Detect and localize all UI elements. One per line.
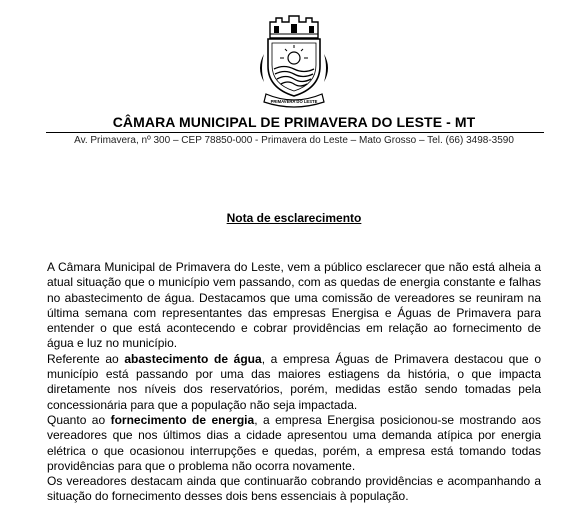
paragraph-energy-keyword: fornecimento de energia xyxy=(110,412,255,427)
paragraph-energy xyxy=(47,413,541,474)
paragraph-water-lead: Referente ao xyxy=(47,351,125,366)
paragraph-water-rest: , a empresa Águas de Primavera destacou que o município está passando por uma das maiores estiagens da história, o que impacta diretamente nos níveis dos reservatórios, porém, medidas estão sendo tomadas pela concessionária para que a população não seja impactada. xyxy=(47,351,541,412)
document-body xyxy=(47,260,541,505)
coat-of-arms-icon xyxy=(256,14,332,110)
paragraph-intro: A Câmara Municipal de Primavera do Leste, vem a público esclarecer que não está alheia a atual situação que o município vem passando, com as quedas de energia constante e falhas no abastecimento de água. Destacamos que uma comissão de vereadores se reuniram na última semana com representantes das empresas Energisa e Águas de Primavera para entender o que está acontecendo e cobrar providências em relação ao fornecimento de água e luz no município. xyxy=(47,260,541,351)
emblem-ribbon-text: PRIMAVERA DO LESTE xyxy=(270,99,318,104)
document-heading: Nota de esclarecimento xyxy=(226,211,362,225)
paragraph-water-keyword: abastecimento de água xyxy=(124,351,262,366)
header-address: Av. Primavera, nº 300 – CEP 78850-000 - Primavera do Leste – Mato Grosso – Tel. (66) 3498-3590 xyxy=(74,135,514,146)
header-divider xyxy=(46,132,544,133)
paragraph-closing: Os vereadores destacam ainda que continuarão cobrando providências e acompanhando a situação do fornecimento desses dois bens essenciais à população. xyxy=(47,474,541,504)
paragraph-water xyxy=(47,352,541,413)
paragraph-energy-lead: Quanto ao xyxy=(47,412,111,427)
paragraph-energy-rest: , a empresa Energisa posicionou-se mostrando aos vereadores que nos últimos dias a cidade apresentou uma demanda atípica por energia elétrica o que ocasionou interrupções e quedas, porém, a empresa está tomando todas providências para que o problema não ocorra novamente. xyxy=(47,412,541,473)
page-title: CÂMARA MUNICIPAL DE PRIMAVERA DO LESTE - MT xyxy=(112,114,476,130)
